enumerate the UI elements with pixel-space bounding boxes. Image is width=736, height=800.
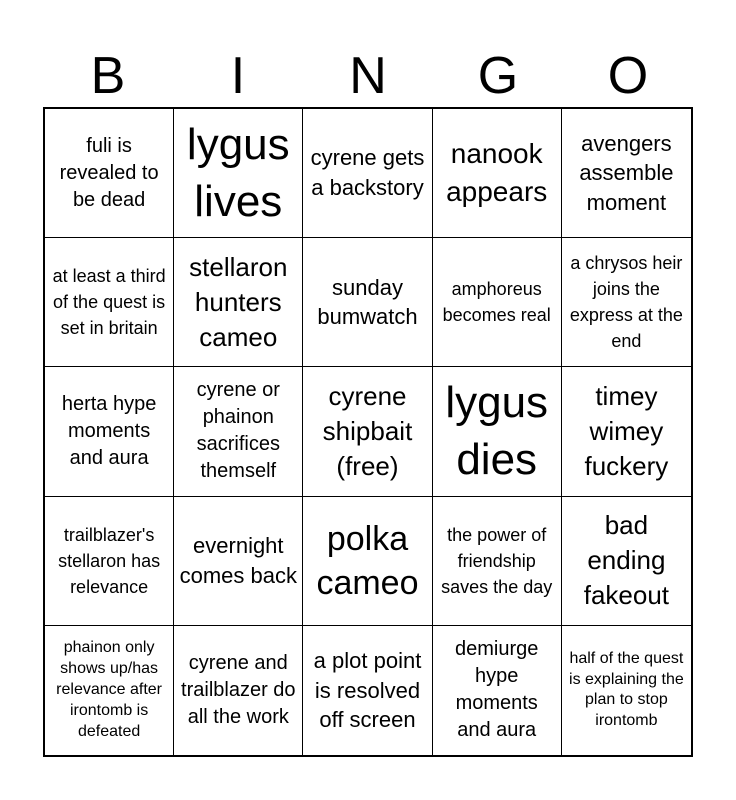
bingo-cell[interactable]: sunday bumwatch xyxy=(303,238,432,367)
bingo-cell[interactable]: cyrene gets a backstory xyxy=(303,109,432,238)
bingo-header xyxy=(43,46,693,106)
header-letter-i: I xyxy=(230,47,246,105)
bingo-cell[interactable]: amphoreus becomes real xyxy=(433,238,562,367)
bingo-cell[interactable]: evernight comes back xyxy=(174,497,303,626)
header-letter-n: N xyxy=(349,47,387,105)
bingo-cell[interactable]: demiurge hype moments and aura xyxy=(433,626,562,755)
bingo-cell[interactable]: a chrysos heir joins the express at the end xyxy=(562,238,691,367)
header-letter-o: O xyxy=(607,47,649,105)
header-letter-g: G xyxy=(477,47,519,105)
bingo-cell[interactable]: timey wimey fuckery xyxy=(562,367,691,496)
bingo-cell[interactable]: lygus dies xyxy=(433,367,562,496)
bingo-cell[interactable]: lygus lives xyxy=(174,109,303,238)
bingo-cell[interactable]: phainon only shows up/has relevance after irontomb is defeated xyxy=(45,626,174,755)
bingo-cell[interactable]: polka cameo xyxy=(303,497,432,626)
bingo-cell[interactable]: a plot point is resolved off screen xyxy=(303,626,432,755)
bingo-cell[interactable]: stellaron hunters cameo xyxy=(174,238,303,367)
bingo-cell[interactable]: at least a third of the quest is set in britain xyxy=(45,238,174,367)
bingo-cell[interactable]: cyrene or phainon sacrifices themself xyxy=(174,367,303,496)
bingo-cell[interactable]: fuli is revealed to be dead xyxy=(45,109,174,238)
bingo-cell[interactable]: half of the quest is explaining the plan to stop irontomb xyxy=(569,649,684,730)
bingo-cell[interactable]: cyrene shipbait (free) xyxy=(303,367,432,496)
header-letter-b: B xyxy=(90,47,126,105)
bingo-cell[interactable]: the power of friendship saves the day xyxy=(433,497,562,626)
bingo-cell[interactable]: herta hype moments and aura xyxy=(45,367,174,496)
bingo-cell[interactable]: trailblazer's stellaron has relevance xyxy=(45,497,174,626)
bingo-cell[interactable]: avengers assemble moment xyxy=(562,109,691,238)
bingo-cell[interactable]: nanook appears xyxy=(433,109,562,238)
bingo-cell[interactable]: cyrene and trailblazer do all the work xyxy=(174,626,303,755)
bingo-cell[interactable]: bad ending fakeout xyxy=(562,497,691,626)
bingo-board xyxy=(43,107,693,757)
